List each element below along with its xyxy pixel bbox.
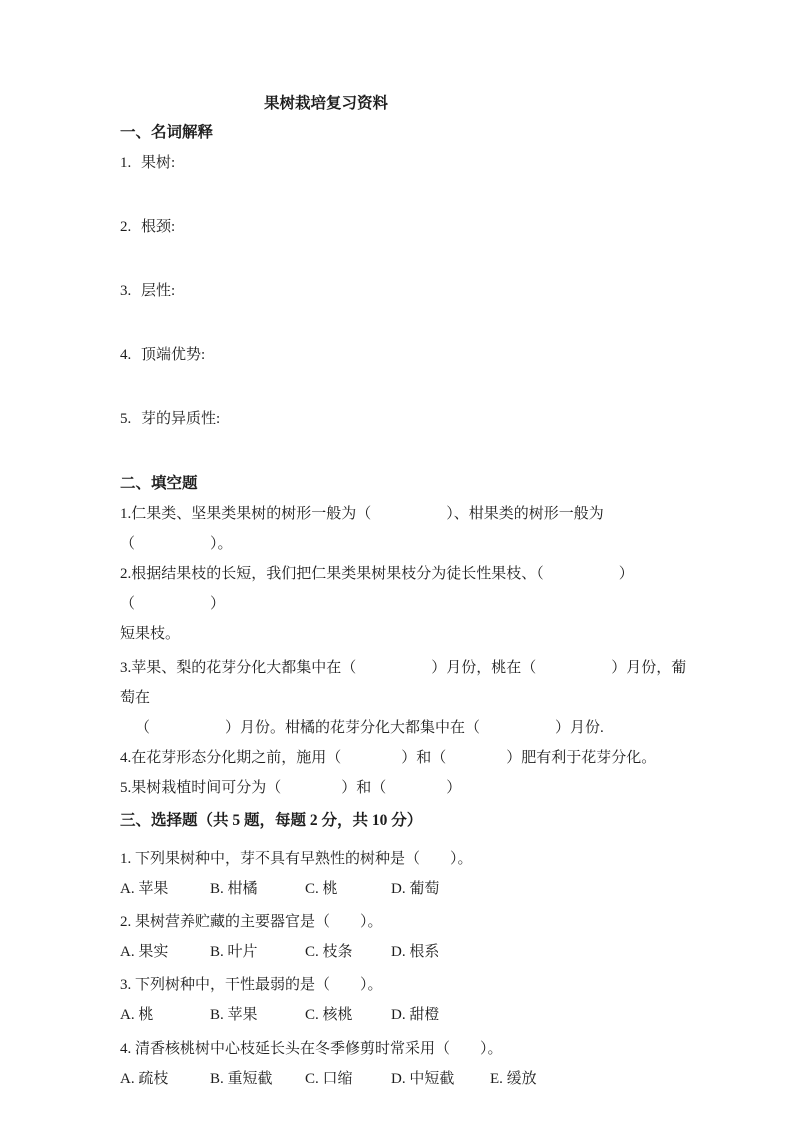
term-item-3: [120, 282, 698, 301]
term-label: 果树:: [141, 155, 176, 171]
option-b: B. 柑橘: [210, 881, 258, 897]
term-item-1: [120, 154, 698, 173]
term-label: 层性:: [141, 283, 176, 299]
option-a: A. 疏枝: [120, 1071, 169, 1087]
choice-options-1: [120, 874, 698, 904]
term-item-5: [120, 410, 698, 429]
option-a: A. 果实: [120, 944, 169, 960]
choice-question-3: 3. 下列树种中，干性最弱的是（ ）。: [120, 977, 383, 993]
choice-question-2: 2. 果树营养贮藏的主要器官是（ ）。: [120, 914, 383, 930]
fill-blank-line-2-cont: 短果枝。: [120, 626, 181, 642]
option-d: D. 根系: [391, 944, 440, 960]
choice-question-1: 1. 下列果树种中，芽不具有早熟性的树种是（ ）。: [120, 851, 473, 867]
option-c: C. 枝条: [305, 944, 353, 960]
term-item-4: [120, 346, 698, 365]
option-c: C. 桃: [305, 881, 338, 897]
term-number: 4.: [120, 347, 132, 363]
choice-options-2: [120, 937, 698, 967]
term-number: 2.: [120, 219, 132, 235]
section-heading-fill-blanks: 二、填空题: [120, 475, 198, 492]
option-d: D. 甜橙: [391, 1007, 440, 1023]
fill-blank-line-5: 5.果树栽植时间可分为（ ）和（ ）: [120, 780, 462, 796]
term-number: 5.: [120, 411, 132, 427]
fill-blank-line-4: 4.在花芽形态分化期之前，施用（ ）和（ ）肥有利于花芽分化。: [120, 750, 657, 766]
term-item-2: [120, 218, 698, 237]
section-heading-terms: 一、名词解释: [120, 124, 214, 141]
option-a: A. 桃: [120, 1007, 154, 1023]
option-d: D. 中短截: [391, 1071, 455, 1087]
term-label: 根颈:: [141, 219, 176, 235]
fill-blank-line-2: 2.根据结果枝的长短，我们把仁果类果树果枝分为徒长性果枝、（ ）（ ）: [120, 566, 634, 612]
fill-blank-line-1: 1.仁果类、坚果类果树的树形一般为（ ）、柑果类的树形一般为（ ）。: [120, 506, 604, 552]
choice-options-3: [120, 1000, 698, 1030]
term-number: 1.: [120, 155, 132, 171]
term-label: 芽的异质性:: [141, 411, 221, 427]
choice-question-4: 4. 清香核桃树中心枝延长头在冬季修剪时常采用（ ）。: [120, 1041, 503, 1057]
term-number: 3.: [120, 283, 132, 299]
choice-options-4: [120, 1064, 698, 1094]
term-label: 顶端优势:: [141, 347, 206, 363]
option-b: B. 叶片: [210, 944, 258, 960]
page-title: 果树栽培复习资料: [263, 95, 388, 112]
option-d: D. 葡萄: [391, 881, 440, 897]
fill-blank-line-3: 3.苹果、梨的花芽分化大都集中在（ ）月份，桃在（ ）月份，葡萄在: [120, 660, 687, 706]
option-c: C. 核桃: [305, 1007, 353, 1023]
fill-blank-line-3-cont: （ ）月份。柑橘的花芽分化大都集中在（ ）月份.: [135, 720, 604, 736]
section-heading-multiple-choice: 三、选择题（共 5 题，每题 2 分，共 10 分）: [120, 812, 423, 829]
option-e: E. 缓放: [490, 1071, 537, 1087]
option-a: A. 苹果: [120, 881, 169, 897]
option-c: C. 口缩: [305, 1071, 353, 1087]
option-b: B. 苹果: [210, 1007, 258, 1023]
option-b: B. 重短截: [210, 1071, 273, 1087]
